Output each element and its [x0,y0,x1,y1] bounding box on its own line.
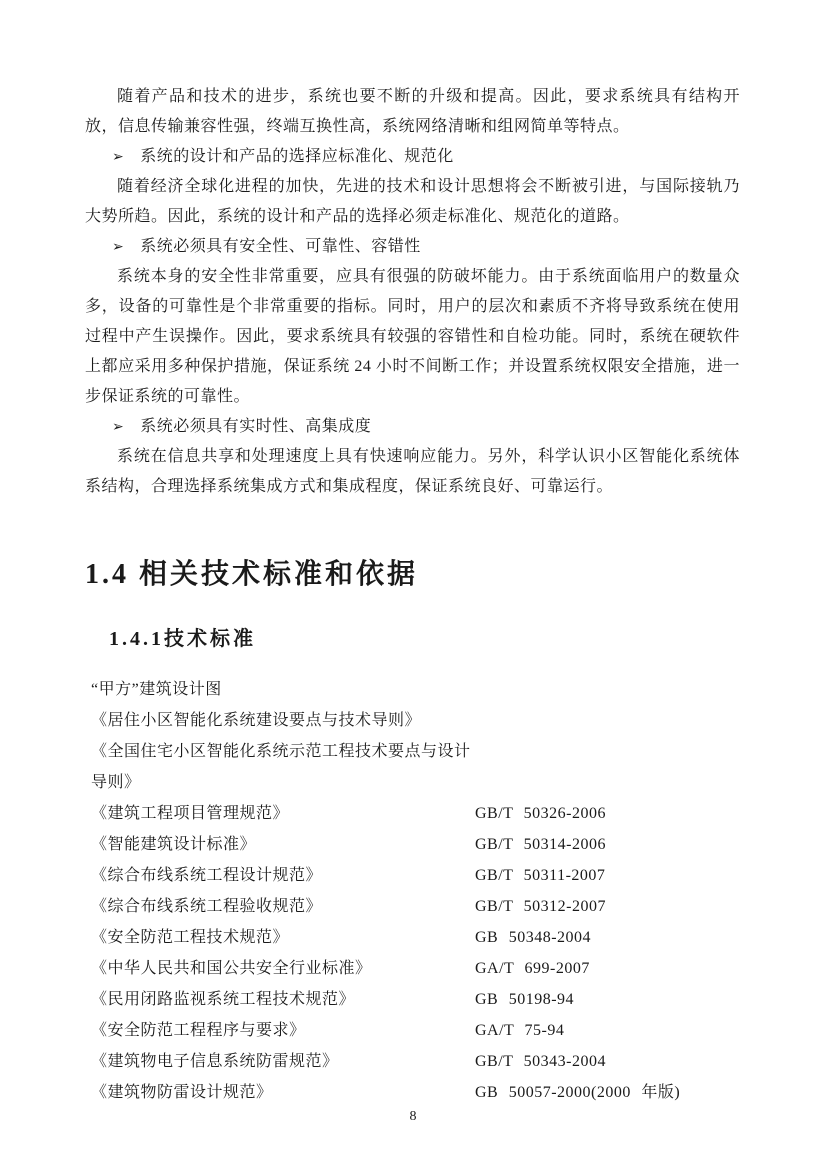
page-number: 8 [409,1109,417,1124]
standard-row [91,829,740,860]
document-content [85,82,740,1108]
paragraph: 随着经济全球化进程的加快，先进的技术和设计思想将会不断被引进，与国际接轨乃大势所趋。因此，系统的设计和产品的选择必须走标准化、规范化的道路。 [85,178,740,225]
standard-title: 《中华人民共和国公共安全行业标准》 [91,960,372,977]
standard-code: GB/T 50312-2007 [475,898,606,915]
standard-code: GB/T 50326-2006 [475,805,606,822]
bullet-text: 系统必须具有实时性、高集成度 [140,418,372,435]
standard-code: GB/T 50311-2007 [475,867,606,884]
bullet-arrow-icon: ➢ [112,419,125,435]
standard-code: GB 50348-2004 [475,929,592,946]
standard-title: 《建筑物防雷设计规范》 [91,1084,273,1101]
standard-code: GB/T 50343-2004 [475,1053,606,1070]
standard-title: 《综合布线系统工程设计规范》 [91,867,323,884]
standard-row [91,1015,740,1046]
standard-title: 《居住小区智能化系统建设要点与技术导则》 [91,712,422,729]
bullet-item [85,412,740,442]
standard-row [91,1046,740,1077]
bullet-item [85,232,740,262]
standard-row [91,1077,740,1108]
standard-row [91,953,740,984]
standard-title: 《建筑物电子信息系统防雷规范》 [91,1053,339,1070]
standard-row [91,984,740,1015]
paragraph: 系统在信息共享和处理速度上具有快速响应能力。另外，科学认识小区智能化系统体系结构，合理选择系统集成方式和集成程度，保证系统良好、可靠运行。 [85,448,740,495]
standard-row [91,736,740,798]
standard-title: 《建筑工程项目管理规范》 [91,805,290,822]
standard-code: GB/T 50314-2006 [475,836,606,853]
bullet-arrow-icon: ➢ [112,149,125,165]
standard-row [91,798,740,829]
standard-title: 《综合布线系统工程验收规范》 [91,898,323,915]
standard-code [475,736,740,798]
standard-title: 《民用闭路监视系统工程技术规范》 [91,991,356,1008]
section-heading: 1.4 相关技术标准和依据 [85,559,419,590]
standard-code: GB 50198-94 [475,991,575,1008]
standard-row [91,674,740,705]
bullet-text: 系统必须具有安全性、可靠性、容错性 [140,238,421,255]
standard-code [475,705,740,736]
standard-title: 《安全防范工程技术规范》 [91,929,290,946]
standard-title: 《安全防范工程程序与要求》 [91,1022,306,1039]
standard-row [91,891,740,922]
standard-code [475,674,740,705]
subsection-heading: 1.4.1技术标准 [109,628,256,650]
standard-title: 《全国住宅小区智能化系统示范工程技术要点与设计导则》 [91,743,471,791]
standard-row [91,860,740,891]
bullet-arrow-icon: ➢ [112,239,125,255]
standard-code: GA/T 75-94 [475,1022,565,1039]
bullet-item [85,142,740,172]
standard-title: “甲方”建筑设计图 [91,681,222,698]
standard-title: 《智能建筑设计标准》 [91,836,257,853]
standards-list [85,674,740,1108]
standard-code: GA/T 699-2007 [475,960,590,977]
paragraph: 随着产品和技术的进步，系统也要不断的升级和提高。因此，要求系统具有结构开放，信息传输兼容性强，终端互换性高，系统网络清晰和组网简单等特点。 [85,88,740,135]
standard-row [91,705,740,736]
paragraph: 系统本身的安全性非常重要，应具有很强的防破坏能力。由于系统面临用户的数量众多，设备的可靠性是个非常重要的指标。同时，用户的层次和素质不齐将导致系统在使用过程中产生误操作。因此，要求系统具有较强的容错性和自检功能。同时，系统在硬软件上都应采用多种保护措施，保证系统 24 小时不间断工作；并设置系统权限安全措施，进一步保证系统的可靠性。 [85,268,740,405]
bullet-text: 系统的设计和产品的选择应标准化、规范化 [140,148,454,165]
standard-row [91,922,740,953]
standard-code: GB 50057-2000(2000 年版) [475,1084,681,1101]
